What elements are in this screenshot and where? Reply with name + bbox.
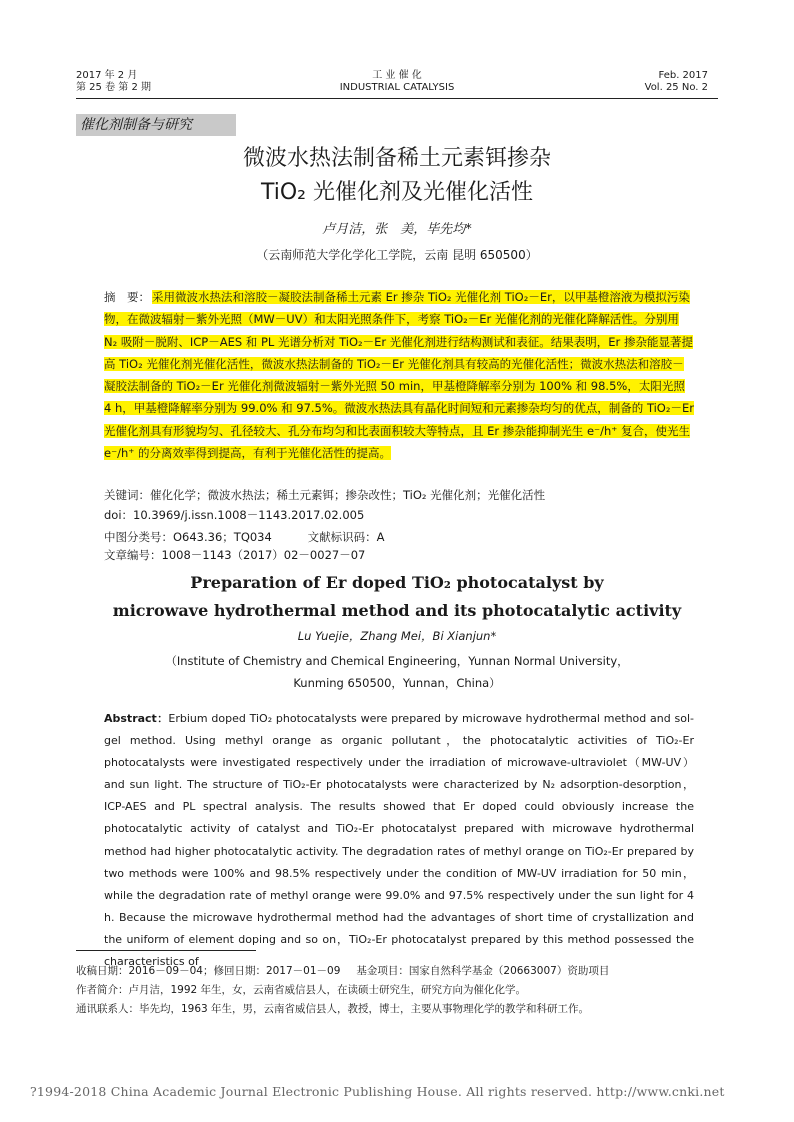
header-divider xyxy=(76,98,718,99)
copyright-watermark: ?1994-2018 China Academic Journal Electronic Publishing House. All rights reserved. http://www.cnki.net xyxy=(30,1084,725,1099)
header-date-en: Feb. 2017 xyxy=(658,70,708,81)
journal-date-issue-en xyxy=(645,70,708,94)
affiliation-en xyxy=(0,650,794,694)
title-cn-line2: TiO₂ 光催化剂及光催化活性 xyxy=(260,180,533,205)
journal-name-cn: 工 业 催 化 xyxy=(372,70,422,81)
header-volume-en: Vol. 25 No. 2 xyxy=(644,82,708,93)
abstract-en-label: Abstract： xyxy=(104,712,169,725)
keywords-cn: 关键词：催化化学；微波水热法；稀土元素铒；掺杂改性；TiO₂ 光催化剂；光催化活性 xyxy=(104,488,546,502)
header-date: 2017 年 2 月 xyxy=(76,70,138,81)
affiliation-cn: （云南师范大学化学化工学院，云南 昆明 650500） xyxy=(256,248,538,262)
authors-cn: 卢月洁，张 美，毕先均* xyxy=(322,222,472,237)
section-tag: 催化剂制备与研究 xyxy=(76,114,236,136)
journal-name-en: INDUSTRIAL CATALYSIS xyxy=(339,82,455,93)
clc-number: 中图分类号：O643.36；TQ034 xyxy=(104,530,272,544)
title-cn-line1: 微波水热法制备稀土元素铒掺杂 xyxy=(242,146,551,171)
footnote-divider xyxy=(76,950,256,951)
abstract-en-text: Erbium doped TiO₂ photocatalysts were prepared by microwave hydrothermal method and sol-gel method. Using methyl orange as organic pollutant，the photocatalytic activities of TiO₂-Er photocatalysts were investigated respectively under the irradiation of microwave-ultraviolet（MW-UV） and sun light. The structure of TiO₂-Er photocatalysts were characterized by N₂ adsorption-desorption，ICP-AES and PL spectral analysis. The results showed that Er doped could obviously increase the photocatalytic activity of catalyst and TiO₂-Er photocatalyst prepared with microwave hydrothermal method had higher photocatalytic activity. The degradation rates of methyl orange on TiO₂-Er prepared by two methods were 100% and 98.5% respectively under the condition of MW-UV irradiation for 50 min，while the degradation rate of methyl orange were 99.0% and 97.5% respectively under the sun light for 4 h. Because the microwave hydrothermal method had the advantages of short time of crystallization and the uniform of element doping and so on，TiO₂-Er photocatalyst prepared by this method possessed the characteristics of xyxy=(104,712,694,969)
received-date: 收稿日期：2016－09－04；修回日期：2017－01－09 xyxy=(76,965,341,977)
abstract-en xyxy=(104,708,694,973)
document-code: 文献标识码：A xyxy=(307,530,385,544)
authors-en: Lu Yuejie，Zhang Mei，Bi Xianjun* xyxy=(297,629,497,643)
abstract-cn-label: 摘 要： xyxy=(104,290,150,304)
header-volume: 第 25 卷 第 2 期 xyxy=(76,82,151,93)
footnote xyxy=(76,962,716,1019)
fund-info: 基金项目：国家自然科学基金（20663007）资助项目 xyxy=(356,965,610,977)
abstract-cn-text: 采用微波水热法和溶胶－凝胶法制备稀土元素 Er 掺杂 TiO₂ 光催化剂 TiO₂－Er，以甲基橙溶液为模拟污染物，在微波辐射－紫外光照（MW－UV）和太阳光照条件下，考察 TiO₂－Er 光催化剂的光催化降解活性。分别用 N₂ 吸附－脱附、ICP－AES 和 PL 光谱分析对 TiO₂－Er 光催化剂进行结构测试和表征。结果表明，Er 掺杂能显著提高 TiO₂ 光催化剂光催化活性，微波水热法制备的 TiO₂－Er 光催化剂具有较高的光催化活性；微波水热法和溶胶－凝胶法制备的 TiO₂－Er 光催化剂微波辐射－紫外光照 50 min，甲基橙降解率分别为 100% 和 98.5%，太阳光照 4 h，甲基橙降解率分别为 99.0% 和 97.5%。微波水热法具有晶化时间短和元素掺杂均匀的优点，制备的 TiO₂－Er 光催化剂具有形貌均匀、孔径较大、孔分布均匀和比表面积较大等特点，且 Er 掺杂能抑制光生 e⁻/h⁺ 复合，使光生 e⁻/h⁺ 的分离效率得到提高，有利于光催化活性的提高。 xyxy=(104,290,694,461)
classification xyxy=(104,528,694,564)
title-en-line1: Preparation of Er doped TiO₂ photocatalyst by xyxy=(190,573,604,592)
corresponding-author: 通讯联系人：毕先均，1963 年生，男，云南省威信县人，教授，博士，主要从事物理化学的教学和科研工作。 xyxy=(76,1003,590,1015)
title-en-line2: microwave hydrothermal method and its photocatalytic activity xyxy=(112,601,682,620)
affiliation-en-line2: Kunming 650500，Yunnan，China） xyxy=(293,676,501,690)
article-number: 文章编号：1008－1143（2017）02－0027－07 xyxy=(104,548,366,562)
doi: doi：10.3969/j.issn.1008－1143.2017.02.005 xyxy=(104,508,365,522)
footnote-dates xyxy=(76,962,716,981)
author-bio: 作者简介：卢月洁，1992 年生，女，云南省威信县人，在读硕士研究生，研究方向为催化化学。 xyxy=(76,984,527,996)
abstract-cn xyxy=(104,286,694,464)
affiliation-en-line1: （Institute of Chemistry and Chemical Engineering，Yunnan Normal University， xyxy=(165,654,629,668)
